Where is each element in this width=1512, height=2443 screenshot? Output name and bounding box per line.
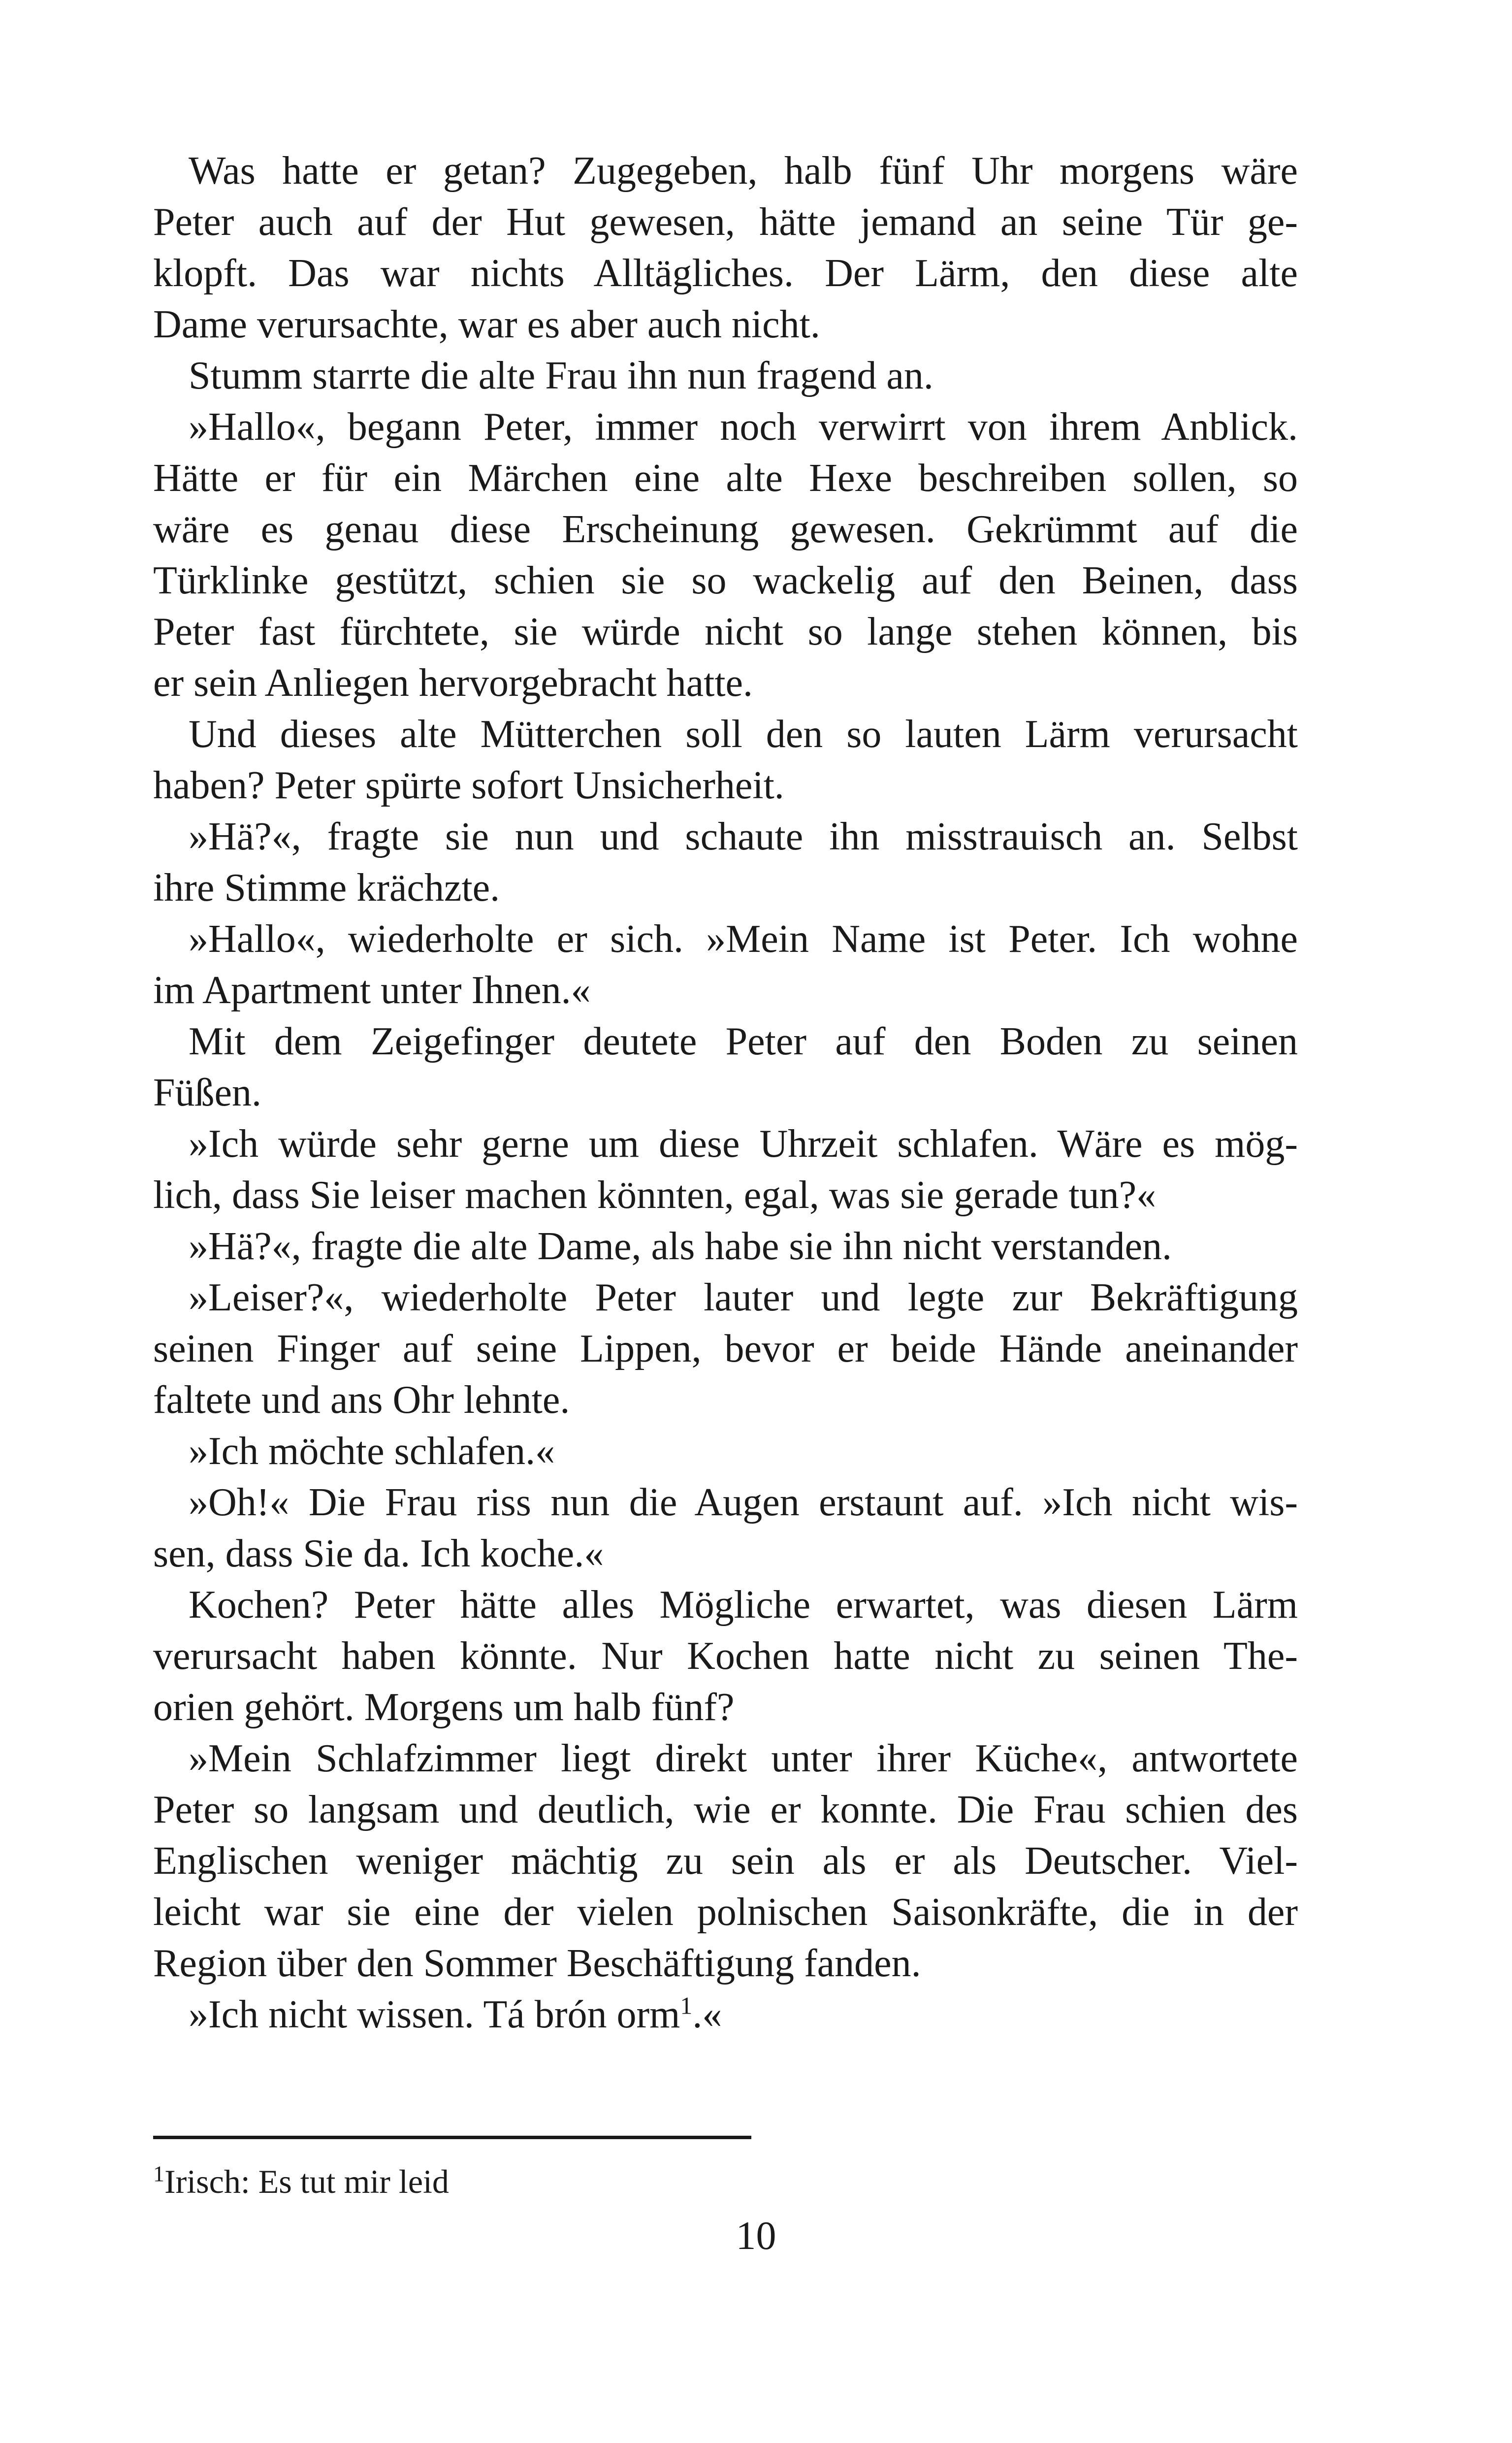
text-line: verursacht haben könnte. Nur Kochen hatte nicht zu seinen The- [153,1634,1298,1678]
text-line: Englischen weniger mächtig zu sein als er als Deutscher. Viel- [153,1839,1298,1883]
text-line: »Leiser?«, wiederholte Peter lauter und legte zur Bekräftigung [189,1276,1298,1319]
text-line: Stumm starrte die alte Frau ihn nun fragend an. [189,354,933,397]
text-line: Dame verursachte, war es aber auch nicht. [153,303,820,346]
text-line: er sein Anliegen hervorgebracht hatte. [153,661,753,705]
body-text [153,145,1298,2040]
text-line: Kochen? Peter hätte alles Mögliche erwartet, was diesen Lärm [189,1583,1298,1627]
text-line: haben? Peter spürte sofort Unsicherheit. [153,764,784,807]
text-line: seinen Finger auf seine Lippen, bevor er beide Hände aneinander [153,1327,1298,1370]
text-line: »Ich würde sehr gerne um diese Uhrzeit schlafen. Wäre es mög- [189,1122,1298,1166]
last-line-text: »Ich nicht wissen. Tá brón orm [189,1993,680,2036]
text-line: orien gehört. Morgens um halb fünf? [153,1686,735,1729]
text-line: »Hä?«, fragte die alte Dame, als habe sie ihn nicht verstanden. [189,1225,1172,1268]
text-line: sen, dass Sie da. Ich koche.« [153,1532,604,1575]
text-line: Füßen. [153,1071,261,1114]
text-line: lich, dass Sie leiser machen könnten, egal, was sie gerade tun?« [153,1173,1157,1217]
text-line: Was hatte er getan? Zugegeben, halb fünf Uhr morgens wäre [189,149,1298,193]
footnote-text: Irisch: Es tut mir leid [164,2163,449,2200]
text-line: »Oh!« Die Frau riss nun die Augen erstaunt auf. »Ich nicht wis- [189,1481,1298,1524]
text-line: »Ich möchte schlafen.« [189,1430,555,1473]
text-line: wäre es genau diese Erscheinung gewesen. Gekrümmt auf die [153,508,1298,551]
text-line: Peter fast fürchtete, sie würde nicht so lange stehen können, bis [153,610,1298,653]
text-line: »Hallo«, begann Peter, immer noch verwirrt von ihrem Anblick. [189,405,1298,449]
text-line: Mit dem Zeigefinger deutete Peter auf den Boden zu seinen [189,1020,1298,1063]
page-number: 10 [736,2213,776,2258]
text-line: Region über den Sommer Beschäftigung fanden. [153,1942,921,1985]
text-line: Türklinke gestützt, schien sie so wackelig auf den Beinen, dass [153,559,1298,602]
text-line: faltete und ans Ohr lehnte. [153,1378,570,1422]
footnote-separator [153,2136,751,2139]
footnote-reference[interactable]: 1 [680,1991,693,2020]
text-line: Und dieses alte Mütterchen soll den so lauten Lärm verursacht [189,713,1298,756]
text-line-last [153,1989,1298,2040]
footnote-number: 1 [153,2161,164,2186]
text-line: Peter so langsam und deutlich, wie er konnte. Die Frau schien des [153,1788,1298,1831]
text-line: »Mein Schlafzimmer liegt direkt unter ihrer Küche«, antwortete [189,1737,1298,1780]
text-line: Hätte er für ein Märchen eine alte Hexe beschreiben sollen, so [153,456,1298,500]
footnote [153,2159,449,2204]
text-line: klopft. Das war nichts Alltägliches. Der Lärm, den diese alte [153,252,1298,295]
text-line: »Hä?«, fragte sie nun und schaute ihn misstrauisch an. Selbst [189,815,1298,858]
text-line: leicht war sie eine der vielen polnischen Saisonkräfte, die in der [153,1890,1298,1934]
text-line: »Hallo«, wiederholte er sich. »Mein Name ist Peter. Ich wohne [189,917,1298,961]
last-line-end: .« [692,1993,722,2036]
text-line: Peter auch auf der Hut gewesen, hätte jemand an seine Tür ge- [153,200,1298,244]
text-line: ihre Stimme krächzte. [153,866,500,910]
text-line: im Apartment unter Ihnen.« [153,969,591,1012]
